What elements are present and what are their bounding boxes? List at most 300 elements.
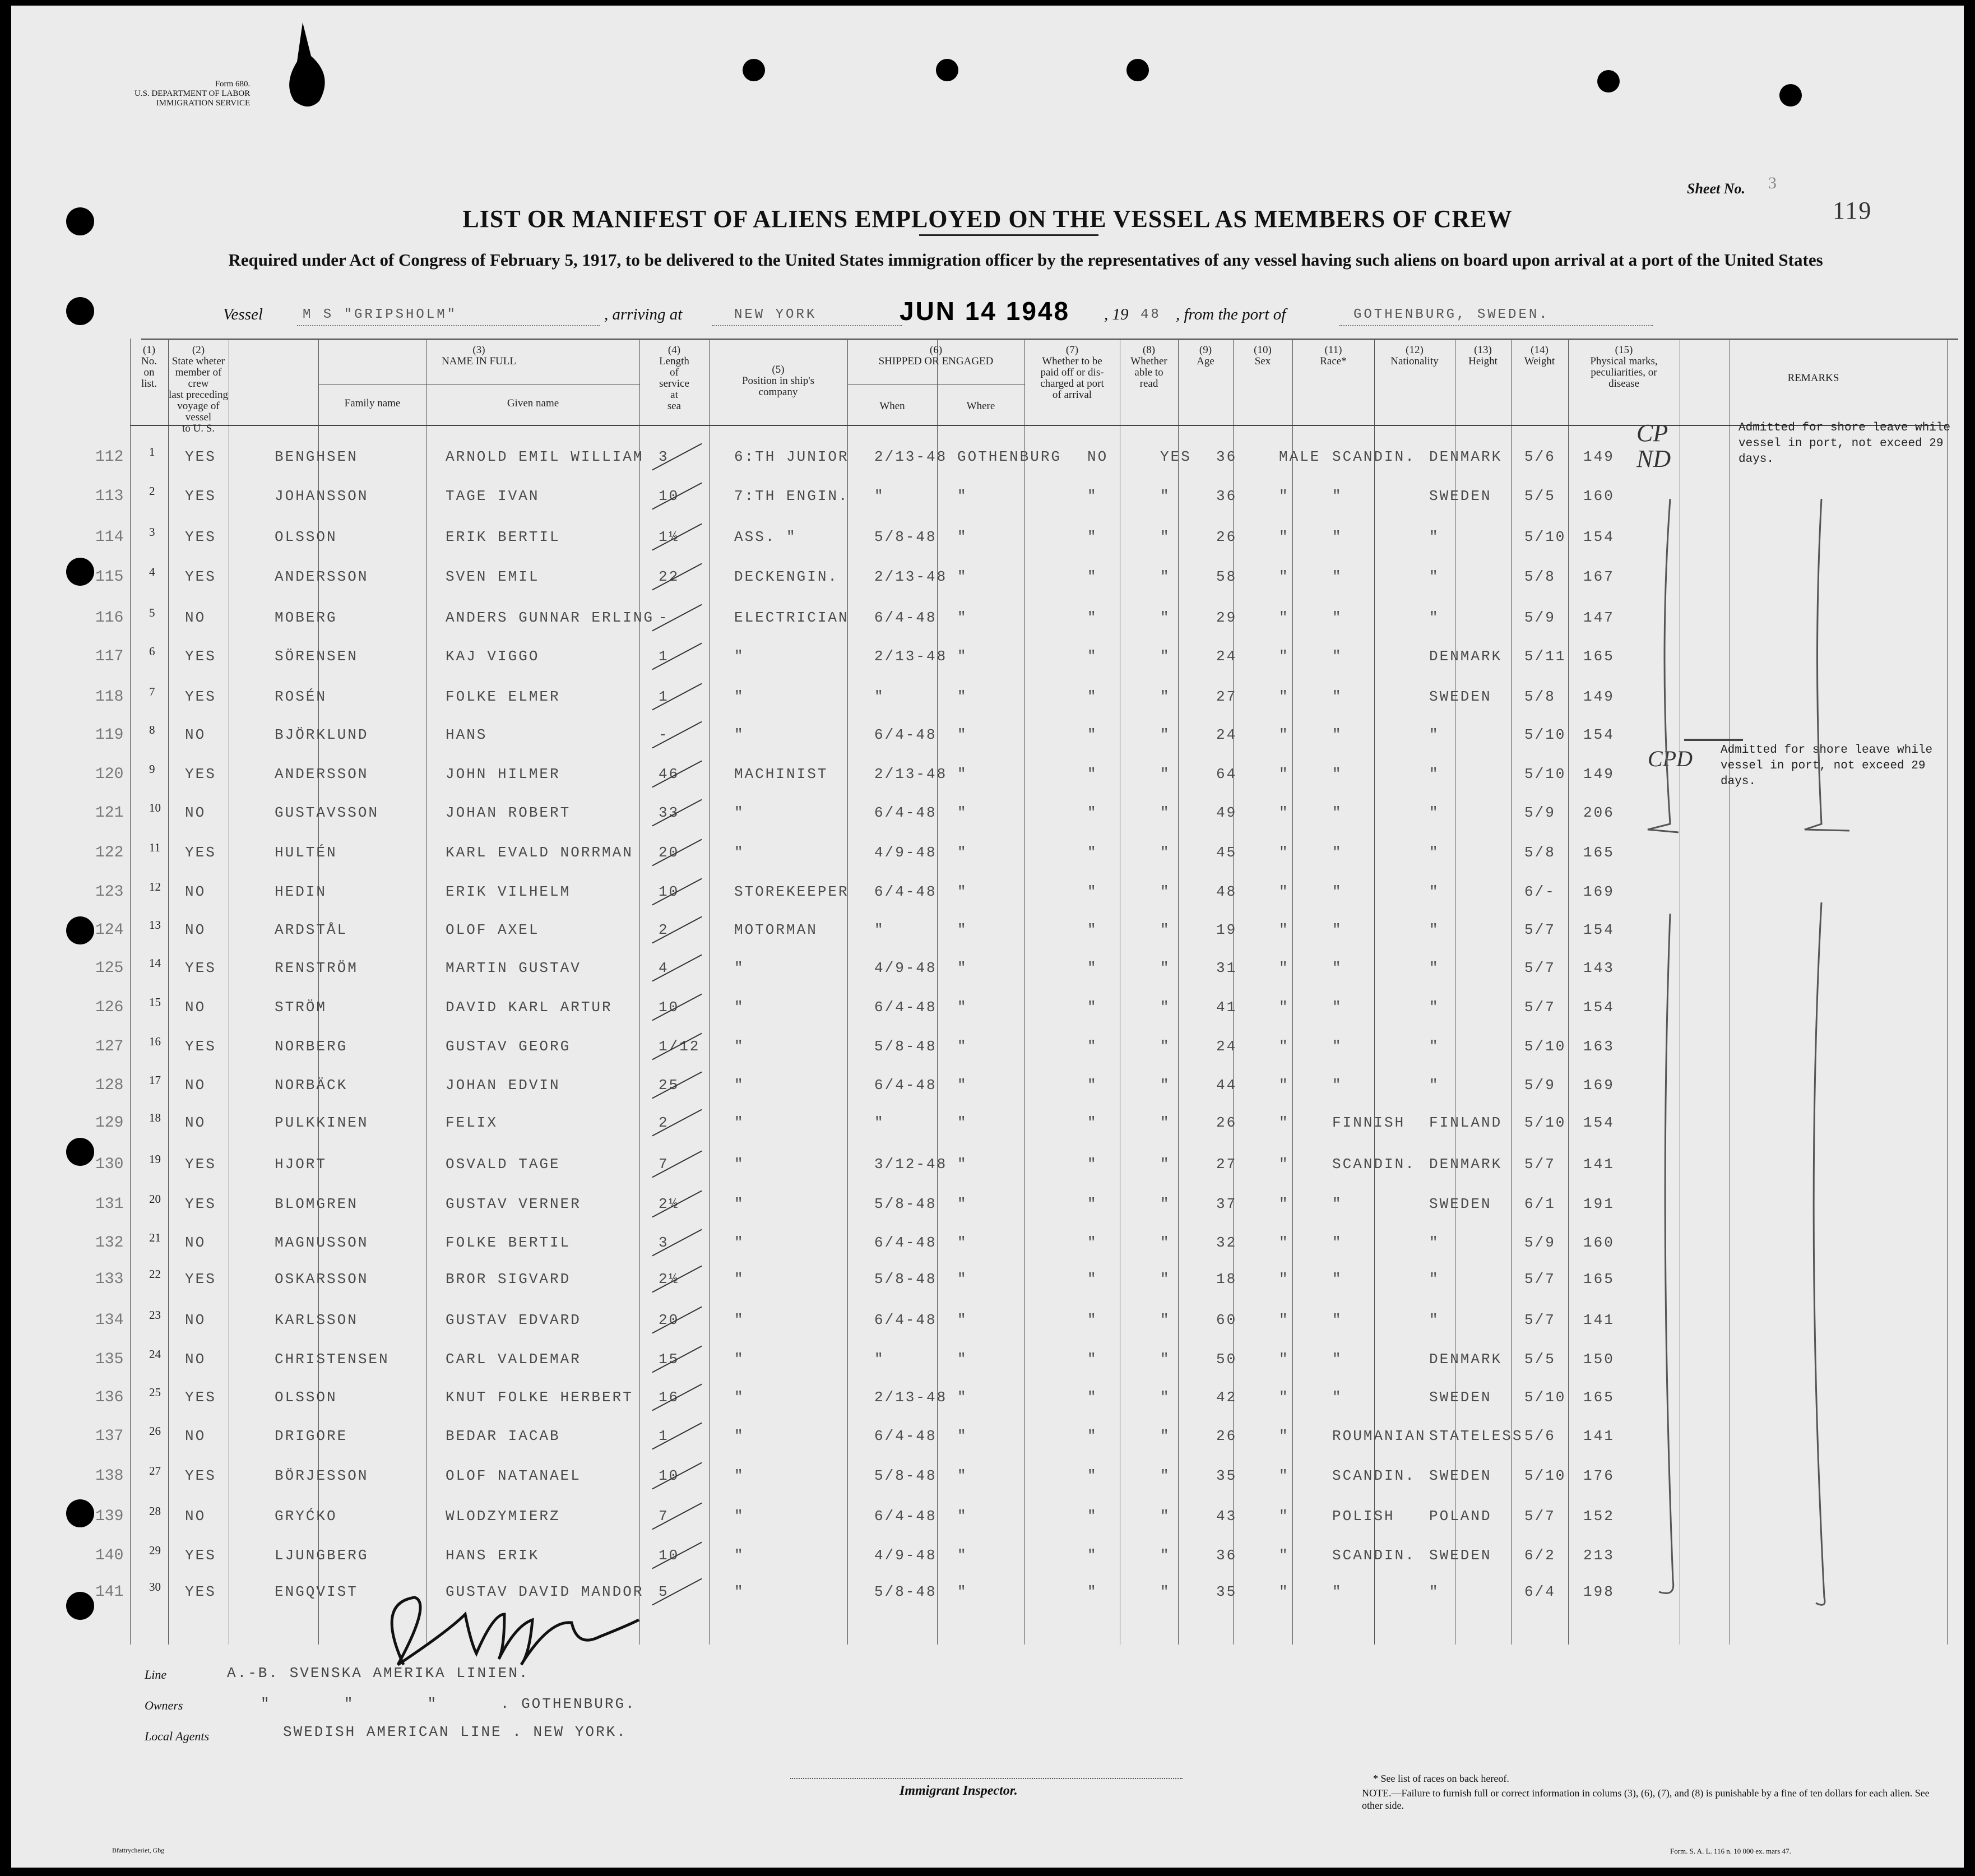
manifest-line-number: 120 — [95, 766, 124, 783]
cell-race: " — [1332, 688, 1343, 705]
cell-when: 2/13-48 — [874, 1389, 948, 1406]
cell-where: " — [957, 1312, 968, 1328]
cell-sex: " — [1279, 1583, 1290, 1600]
header-race: (11) Race* — [1320, 344, 1347, 367]
cell-position: " — [734, 1077, 745, 1094]
page-number: 119 — [1833, 197, 1872, 224]
cell-prev-voyage: YES — [185, 529, 216, 545]
cell-sex: " — [1279, 1389, 1290, 1406]
cell-position: 7:TH ENGIN. — [734, 488, 849, 504]
cell-list-no: 10 — [149, 801, 161, 814]
header-given-name: Given name — [507, 397, 559, 409]
cell-read: " — [1160, 726, 1171, 743]
cell-prev-voyage: NO — [185, 999, 206, 1016]
cell-nationality: " — [1429, 766, 1440, 782]
header-where: Where — [966, 400, 995, 412]
cell-sex: " — [1279, 883, 1290, 900]
cell-sex: " — [1279, 1508, 1290, 1525]
cell-service: 10 — [659, 999, 680, 1016]
cell-list-no: 2 — [149, 484, 155, 498]
cell-family-name: BENGHSEN — [275, 448, 358, 465]
cell-list-no: 29 — [149, 1544, 161, 1557]
manifest-line-number: 127 — [95, 1038, 124, 1055]
manifest-line-number: 124 — [95, 921, 124, 939]
manifest-line-number: 112 — [95, 448, 124, 466]
cell-height: 5/8 — [1524, 568, 1556, 585]
cell-prev-voyage: NO — [185, 1234, 206, 1251]
cell-sex: " — [1279, 609, 1290, 626]
cell-service: 10 — [659, 488, 680, 504]
cell-position: DECKENGIN. — [734, 568, 839, 585]
cell-nationality: " — [1429, 1038, 1440, 1055]
manifest-line-number: 125 — [95, 960, 124, 977]
cell-prev-voyage: YES — [185, 844, 216, 861]
cell-read: " — [1160, 1467, 1171, 1484]
subheader-rule — [847, 384, 1024, 385]
cell-paid-off: " — [1087, 960, 1098, 976]
cell-when: " — [874, 488, 885, 504]
cell-paid-off: " — [1087, 1508, 1098, 1525]
cell-family-name: HEDIN — [275, 883, 327, 900]
cell-list-no: 3 — [149, 525, 155, 539]
cell-list-no: 5 — [149, 606, 155, 619]
cell-list-no: 28 — [149, 1504, 161, 1518]
cell-age: 43 — [1216, 1508, 1237, 1525]
column-rule — [709, 339, 710, 1645]
cell-service: 3 — [659, 448, 669, 465]
manifest-line-number: 134 — [95, 1312, 124, 1329]
cell-paid-off: " — [1087, 921, 1098, 938]
punch-hole — [66, 1138, 94, 1166]
cell-when: " — [874, 1351, 885, 1368]
cell-given-name: SVEN EMIL — [446, 568, 540, 585]
cell-sex: " — [1279, 844, 1290, 861]
cell-weight: 154 — [1583, 921, 1615, 938]
header-weight: (14) Weight — [1524, 344, 1555, 367]
cell-nationality: " — [1429, 804, 1440, 821]
line-label: Line — [145, 1667, 167, 1682]
cell-given-name: KAJ VIGGO — [446, 648, 540, 665]
footnote: NOTE.—Failure to furnish full or correct information in colums (3), (6), (7), and (8) is punishable by a fine of ten dollars for each alien. See other side. — [1362, 1787, 1930, 1811]
cell-position: MACHINIST — [734, 766, 828, 782]
cell-family-name: OSKARSSON — [275, 1271, 369, 1287]
cell-read: " — [1160, 1038, 1171, 1055]
cell-sex: MALE — [1279, 448, 1321, 465]
manifest-line-number: 123 — [95, 883, 124, 901]
cell-service: 16 — [659, 1389, 680, 1406]
cell-family-name: BJÖRKLUND — [275, 726, 369, 743]
cell-paid-off: NO — [1087, 448, 1109, 465]
cell-paid-off: " — [1087, 609, 1098, 626]
cell-weight: 165 — [1583, 844, 1615, 861]
cell-where: " — [957, 766, 968, 782]
cell-weight: 141 — [1583, 1312, 1615, 1328]
cell-position: ELECTRICIAN — [734, 609, 849, 626]
document-subtitle: Required under Act of Congress of February 5, 1917, to be delivered to the United States immigration officer by the representatives of any vessel having such aliens on board upon arrival at a port of the United States — [228, 250, 1823, 270]
cell-paid-off: " — [1087, 1428, 1098, 1444]
cell-weight: 165 — [1583, 648, 1615, 665]
manifest-line-number: 119 — [95, 726, 124, 744]
cell-sex: " — [1279, 766, 1290, 782]
cell-where: " — [957, 1389, 968, 1406]
header-height: (13) Height — [1468, 344, 1498, 367]
cell-paid-off: " — [1087, 1077, 1098, 1094]
cell-race: " — [1332, 804, 1343, 821]
cell-race: POLISH — [1332, 1508, 1395, 1525]
cell-family-name: MAGNUSSON — [275, 1234, 369, 1251]
cell-race: FINNISH — [1332, 1114, 1406, 1131]
cell-prev-voyage: NO — [185, 921, 206, 938]
cell-height: 5/10 — [1524, 766, 1566, 782]
cell-list-no: 14 — [149, 956, 161, 970]
cell-family-name: ENGQVIST — [275, 1583, 358, 1600]
cell-paid-off: " — [1087, 1312, 1098, 1328]
cell-position: " — [734, 1428, 745, 1444]
sheet-number-label: Sheet No. — [1687, 180, 1745, 197]
header-physical-marks: (15) Physical marks, peculiarities, or disease — [1590, 344, 1658, 390]
cell-race: " — [1332, 960, 1343, 976]
cell-weight: 169 — [1583, 883, 1615, 900]
cell-position: " — [734, 1114, 745, 1131]
cell-service: - — [659, 609, 669, 626]
cell-sex: " — [1279, 921, 1290, 938]
cell-sex: " — [1279, 1312, 1290, 1328]
cell-sex: " — [1279, 1234, 1290, 1251]
cell-age: 44 — [1216, 1077, 1237, 1094]
cell-given-name: HANS — [446, 726, 488, 743]
subheader-rule — [318, 384, 639, 385]
manifest-line-number: 140 — [95, 1547, 124, 1564]
agents-label: Local Agents — [145, 1729, 210, 1743]
manifest-line-number: 115 — [95, 568, 124, 586]
cell-family-name: NORBERG — [275, 1038, 348, 1055]
cell-nationality: " — [1429, 960, 1440, 976]
cell-prev-voyage: YES — [185, 1038, 216, 1055]
cell-sex: " — [1279, 688, 1290, 705]
cell-height: 5/9 — [1524, 1234, 1556, 1251]
cell-position: " — [734, 1389, 745, 1406]
manifest-line-number: 117 — [95, 648, 124, 665]
line-value: A.-B. SVENSKA AMERIKA LINIEN. — [227, 1665, 530, 1682]
cell-prev-voyage: NO — [185, 1428, 206, 1444]
cell-prev-voyage: YES — [185, 448, 216, 465]
cell-age: 29 — [1216, 609, 1237, 626]
cell-height: 5/10 — [1524, 1389, 1566, 1406]
cell-service: 2½ — [659, 1196, 680, 1212]
cell-position: " — [734, 1312, 745, 1328]
cell-where: " — [957, 568, 968, 585]
cell-race: " — [1332, 883, 1343, 900]
inspector-rule — [790, 1778, 1183, 1779]
cell-given-name: ANDERS GUNNAR ERLING — [446, 609, 655, 626]
cell-paid-off: " — [1087, 1156, 1098, 1173]
cell-when: 6/4-48 — [874, 804, 937, 821]
column-rule — [1511, 339, 1512, 1645]
column-rule — [1024, 339, 1025, 1645]
cell-prev-voyage: NO — [185, 609, 206, 626]
cell-nationality: " — [1429, 529, 1440, 545]
cell-weight: 143 — [1583, 960, 1615, 976]
cell-height: 5/6 — [1524, 448, 1556, 465]
cell-family-name: LJUNGBERG — [275, 1547, 369, 1564]
document-title: LIST OR MANIFEST OF ALIENS EMPLOYED ON THE VESSEL AS MEMBERS OF CREW — [462, 205, 1513, 233]
cell-given-name: JOHN HILMER — [446, 766, 560, 782]
cell-read: " — [1160, 804, 1171, 821]
race-note: * See list of races on back hereof. — [1373, 1773, 1509, 1784]
cell-age: 19 — [1216, 921, 1237, 938]
cell-family-name: OLSSON — [275, 529, 337, 545]
manifest-line-number: 122 — [95, 844, 124, 861]
cell-position: MOTORMAN — [734, 921, 818, 938]
cell-where: " — [957, 529, 968, 545]
cell-race: " — [1332, 1389, 1343, 1406]
cell-service: 33 — [659, 804, 680, 821]
cell-service: 1 — [659, 1428, 669, 1444]
punch-hole — [1126, 59, 1149, 81]
cell-list-no: 18 — [149, 1111, 161, 1124]
cell-sex: " — [1279, 1156, 1290, 1173]
manifest-line-number: 113 — [95, 488, 124, 505]
cell-nationality: SWEDEN — [1429, 1467, 1492, 1484]
cell-height: 5/7 — [1524, 1312, 1556, 1328]
cell-height: 5/10 — [1524, 1114, 1566, 1131]
header-able-to-read: (8) Whether able to read — [1130, 344, 1167, 390]
from-port: GOTHENBURG, SWEDEN. — [1353, 307, 1550, 322]
cell-when: 6/4-48 — [874, 1234, 937, 1251]
cell-family-name: HULTÉN — [275, 844, 337, 861]
cell-nationality: POLAND — [1429, 1508, 1492, 1525]
cell-weight: 150 — [1583, 1351, 1615, 1368]
cell-nationality: DENMARK — [1429, 448, 1503, 465]
cell-weight: 213 — [1583, 1547, 1615, 1564]
cell-given-name: BEDAR IACAB — [446, 1428, 560, 1444]
cell-service: 7 — [659, 1156, 669, 1173]
punch-hole — [743, 59, 765, 81]
cell-position: " — [734, 1351, 745, 1368]
cell-paid-off: " — [1087, 1351, 1098, 1368]
cell-height: 5/7 — [1524, 1508, 1556, 1525]
cell-race: " — [1332, 648, 1343, 665]
cell-age: 48 — [1216, 883, 1237, 900]
cell-when: " — [874, 688, 885, 705]
cell-when: 4/9-48 — [874, 960, 937, 976]
cell-weight: 160 — [1583, 488, 1615, 504]
cell-given-name: FELIX — [446, 1114, 498, 1131]
cell-given-name: CARL VALDEMAR — [446, 1351, 581, 1368]
cell-race: " — [1332, 529, 1343, 545]
cell-nationality: " — [1429, 999, 1440, 1016]
cell-paid-off: " — [1087, 883, 1098, 900]
cell-position: " — [734, 1234, 745, 1251]
cell-race: " — [1332, 1038, 1343, 1055]
cell-list-no: 26 — [149, 1424, 161, 1438]
cell-height: 5/8 — [1524, 688, 1556, 705]
cell-given-name: KNUT FOLKE HERBERT — [446, 1389, 633, 1406]
cell-list-no: 19 — [149, 1152, 161, 1166]
cell-where: " — [957, 1467, 968, 1484]
cell-where: " — [957, 1114, 968, 1131]
cell-nationality: SWEDEN — [1429, 488, 1492, 504]
cell-height: 5/11 — [1524, 648, 1566, 665]
cell-race: " — [1332, 488, 1343, 504]
cell-given-name: GUSTAV GEORG — [446, 1038, 571, 1055]
cell-list-no: 30 — [149, 1580, 161, 1594]
cell-nationality: FINLAND — [1429, 1114, 1503, 1131]
column-rule — [1374, 339, 1375, 1645]
cell-nationality: " — [1429, 1234, 1440, 1251]
cell-age: 27 — [1216, 688, 1237, 705]
manifest-line-number: 137 — [95, 1428, 124, 1445]
cell-prev-voyage: YES — [185, 688, 216, 705]
punch-hole — [1779, 84, 1802, 106]
manifest-line-number: 114 — [95, 529, 124, 546]
cell-list-no: 1 — [149, 445, 155, 458]
cell-race: " — [1332, 844, 1343, 861]
cell-age: 50 — [1216, 1351, 1237, 1368]
cell-where: " — [957, 1508, 968, 1525]
cell-given-name: OSVALD TAGE — [446, 1156, 560, 1173]
cell-when: 6/4-48 — [874, 883, 937, 900]
cell-service: 1 — [659, 648, 669, 665]
cell-age: 60 — [1216, 1312, 1237, 1328]
cell-given-name: ERIK BERTIL — [446, 529, 560, 545]
cell-race: " — [1332, 1234, 1343, 1251]
cell-weight: 191 — [1583, 1196, 1615, 1212]
cell-list-no: 25 — [149, 1386, 161, 1399]
cell-position: 6:TH JUNIOR — [734, 448, 849, 465]
cell-read: " — [1160, 999, 1171, 1016]
cell-when: 3/12-48 — [874, 1156, 948, 1173]
owners-value: " " " . GOTHENBURG. — [261, 1696, 636, 1712]
cell-prev-voyage: NO — [185, 1114, 206, 1131]
cell-read: " — [1160, 1351, 1171, 1368]
cell-position: " — [734, 999, 745, 1016]
cell-age: 24 — [1216, 648, 1237, 665]
cell-family-name: PULKKINEN — [275, 1114, 369, 1131]
header-service-length: (4) Length of service at sea — [659, 344, 689, 412]
cell-service: 10 — [659, 1467, 680, 1484]
cell-read: " — [1160, 883, 1171, 900]
cell-read: " — [1160, 1428, 1171, 1444]
cell-given-name: KARL EVALD NORRMAN — [446, 844, 633, 861]
cell-read: " — [1160, 1547, 1171, 1564]
cell-position: " — [734, 960, 745, 976]
cell-service: - — [659, 726, 669, 743]
column-rule — [1292, 339, 1293, 1645]
cell-list-no: 7 — [149, 685, 155, 698]
cell-given-name: DAVID KARL ARTUR — [446, 999, 613, 1016]
vessel-name: M S "GRIPSHOLM" — [303, 307, 458, 322]
manifest-line-number: 126 — [95, 999, 124, 1016]
cell-height: 5/10 — [1524, 529, 1566, 545]
cell-position: " — [734, 1467, 745, 1484]
cell-paid-off: " — [1087, 568, 1098, 585]
cell-service: 7 — [659, 1508, 669, 1525]
cell-where: " — [957, 609, 968, 626]
cell-where: " — [957, 1196, 968, 1212]
cell-read: " — [1160, 1389, 1171, 1406]
bracket-lines-icon — [1636, 488, 1872, 1637]
cell-where: " — [957, 883, 968, 900]
cell-race: " — [1332, 726, 1343, 743]
cell-when: 5/8-48 — [874, 1038, 937, 1055]
manifest-line-number: 132 — [95, 1234, 124, 1252]
cell-prev-voyage: NO — [185, 883, 206, 900]
ink-blot-icon — [280, 22, 342, 112]
manifest-line-number: 139 — [95, 1508, 124, 1525]
header-sex: (10) Sex — [1254, 344, 1272, 367]
cell-list-no: 12 — [149, 880, 161, 893]
cell-read: " — [1160, 766, 1171, 782]
cell-read: " — [1160, 1234, 1171, 1251]
cell-list-no: 24 — [149, 1347, 161, 1361]
cell-height: 5/7 — [1524, 999, 1556, 1016]
cell-age: 26 — [1216, 529, 1237, 545]
cell-list-no: 4 — [149, 565, 155, 578]
manifest-line-number: 121 — [95, 804, 124, 822]
cell-age: 26 — [1216, 1428, 1237, 1444]
cell-nationality: SWEDEN — [1429, 688, 1492, 705]
cell-service: 1/12 — [659, 1038, 701, 1055]
cell-when: 6/4-48 — [874, 999, 937, 1016]
cell-position: " — [734, 726, 745, 743]
cell-family-name: ROSÉN — [275, 688, 327, 705]
punch-hole — [1597, 70, 1620, 92]
cell-age: 36 — [1216, 488, 1237, 504]
cell-sex: " — [1279, 529, 1290, 545]
cell-family-name: ARDSTÅL — [275, 921, 348, 938]
cell-family-name: DRIGORE — [275, 1428, 348, 1444]
cell-service: 3 — [659, 1234, 669, 1251]
cell-read: " — [1160, 1077, 1171, 1094]
cell-nationality: " — [1429, 883, 1440, 900]
cell-list-no: 22 — [149, 1267, 161, 1281]
cell-age: 32 — [1216, 1234, 1237, 1251]
cell-where: " — [957, 960, 968, 976]
cell-weight: 165 — [1583, 1389, 1615, 1406]
cell-height: 6/4 — [1524, 1583, 1556, 1600]
cell-nationality: " — [1429, 1077, 1440, 1094]
cell-sex: " — [1279, 1271, 1290, 1287]
cell-weight: 169 — [1583, 1077, 1615, 1094]
cell-service: 2 — [659, 1114, 669, 1131]
cell-nationality: " — [1429, 726, 1440, 743]
cell-weight: 163 — [1583, 1038, 1615, 1055]
header-name-in-full: (3) NAME IN FULL — [442, 344, 516, 367]
cell-list-no: 21 — [149, 1231, 161, 1244]
cell-read: " — [1160, 1156, 1171, 1173]
cell-prev-voyage: NO — [185, 726, 206, 743]
cell-weight: 147 — [1583, 609, 1615, 626]
cell-paid-off: " — [1087, 1389, 1098, 1406]
cell-weight: 154 — [1583, 1114, 1615, 1131]
cell-prev-voyage: YES — [185, 766, 216, 782]
cell-family-name: STRÖM — [275, 999, 327, 1016]
form-header: Form 680. U.S. DEPARTMENT OF LABOR IMMIGRATION SERVICE — [135, 80, 251, 108]
cell-where: " — [957, 1583, 968, 1600]
cell-race: " — [1332, 1077, 1343, 1094]
cell-race: SCANDIN. — [1332, 1156, 1416, 1173]
cell-read: " — [1160, 1583, 1171, 1600]
cell-given-name: GUSTAV VERNER — [446, 1196, 581, 1212]
cell-age: 18 — [1216, 1271, 1237, 1287]
cell-sex: " — [1279, 804, 1290, 821]
cell-nationality: " — [1429, 1271, 1440, 1287]
cell-age: 49 — [1216, 804, 1237, 821]
column-rule — [1178, 339, 1179, 1645]
column-rule — [168, 339, 169, 1645]
cell-list-no: 8 — [149, 723, 155, 736]
